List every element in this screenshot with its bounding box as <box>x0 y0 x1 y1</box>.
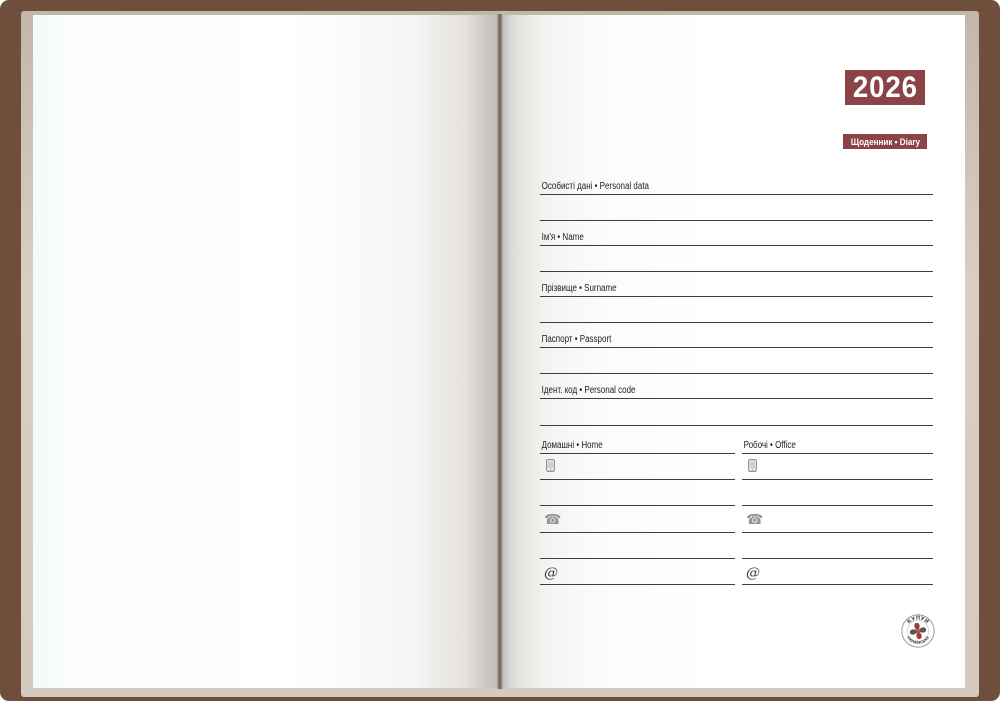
form-line <box>540 373 933 374</box>
form-line <box>540 194 933 195</box>
form-line <box>742 584 933 585</box>
form-line <box>742 479 933 480</box>
edition-badge <box>843 134 927 149</box>
telephone-icon: ☎ <box>746 512 764 528</box>
mobile-phone-icon <box>546 459 555 472</box>
column-label-home: Домашні • Home <box>541 440 603 451</box>
form-line <box>540 453 735 454</box>
at-sign-icon: @ <box>746 565 760 581</box>
form-line <box>540 271 933 272</box>
form-line <box>540 584 735 585</box>
field-label-passport: Паспорт • Passport <box>541 334 612 345</box>
year-text: 2026 <box>852 70 918 104</box>
logo-text-top: КУПУЙ <box>906 615 930 626</box>
form-line <box>540 505 735 506</box>
form-line <box>540 347 933 348</box>
edition-text: Щоденник • Diary <box>850 136 920 147</box>
column-label-office: Робочі • Office <box>743 440 796 451</box>
buy-ukrainian-stamp-logo <box>901 614 935 648</box>
field-label-personal-code: Ідент. код • Personal code <box>541 385 636 396</box>
at-sign-icon: @ <box>544 565 558 581</box>
form-line <box>540 322 933 323</box>
form-line <box>540 479 735 480</box>
field-label-name: Ім'я • Name <box>541 232 584 243</box>
form-line <box>742 505 933 506</box>
form-line <box>540 296 933 297</box>
telephone-icon: ☎ <box>544 512 562 528</box>
form-line <box>540 532 735 533</box>
form-line <box>742 453 933 454</box>
form-line <box>540 220 933 221</box>
form-line <box>540 425 933 426</box>
form-line <box>540 245 933 246</box>
logo-text-bottom: УКРАЇНСЬКЕ <box>905 635 931 645</box>
year-badge <box>845 70 925 105</box>
form-line <box>540 398 933 399</box>
form-line <box>742 532 933 533</box>
field-label-surname: Прізвище • Surname <box>541 283 617 294</box>
form-line <box>742 558 933 559</box>
form-line <box>540 558 735 559</box>
mobile-phone-icon <box>748 459 757 472</box>
field-label-personal-data: Особисті дані • Personal data <box>541 181 650 192</box>
